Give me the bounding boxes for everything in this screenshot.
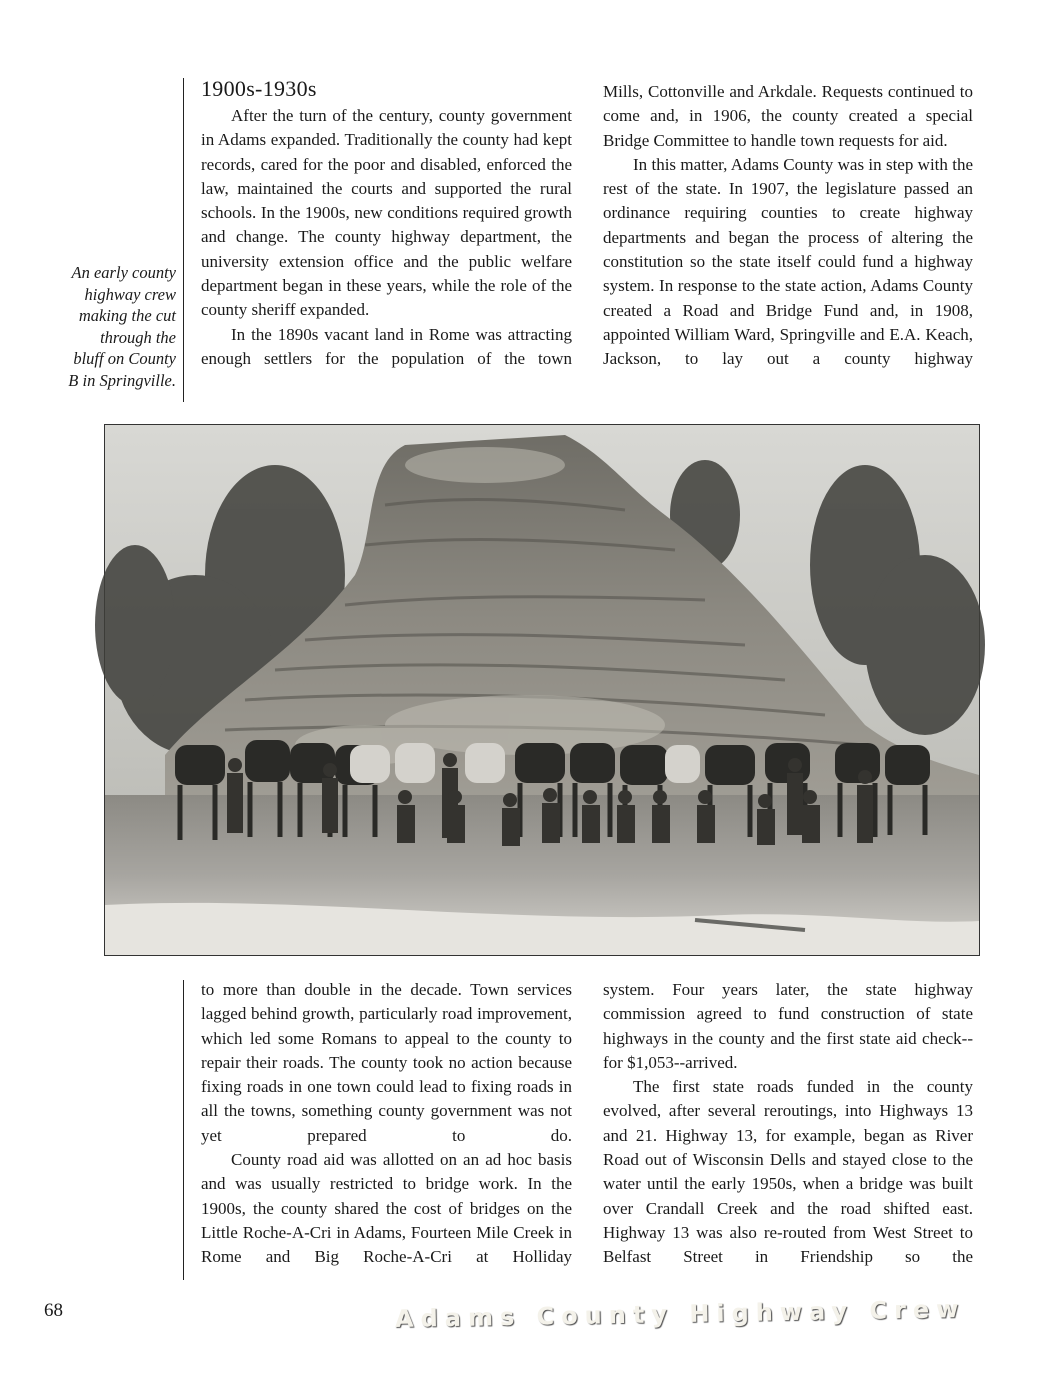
margin-rule-top <box>183 78 184 402</box>
paragraph: After the turn of the century, county government in Adams expanded. Traditionally the county had kept records, cared for the poor and disabled, enforced the law, maintained the courts and supported the rural schools. In the 1900s, new conditions required growth and change. The county highway department, the university extension office and the public welfare department began in these years, while the role of the county sheriff expanded. <box>201 106 572 320</box>
caption-line: highway crew <box>84 284 176 304</box>
caption-line: B in Springville. <box>68 370 176 390</box>
photo-caption <box>48 262 176 391</box>
paragraph: Mills, Cottonville and Arkdale. Requests continued to come and, in 1906, the county created a special Bridge Committee to handle town requests for aid. <box>603 82 973 150</box>
paragraph: In the 1890s vacant land in Rome was attracting enough settlers for the population of the town <box>201 324 572 368</box>
margin-rule-bottom <box>183 980 184 1280</box>
bottom-column-right <box>603 978 973 1270</box>
caption-line: bluff on County <box>73 349 176 368</box>
bottom-column-left <box>201 978 572 1270</box>
paragraph: to more than double in the decade. Town services lagged behind growth, particularly road improvement, which led some Romans to appeal to the county to repair their roads. The county took no action because fixing roads in one town could lead to fixing roads in all the towns, something county government was not yet prepared to do. <box>201 980 572 1145</box>
paragraph: In this matter, Adams County was in step with the rest of the state. In 1907, the legislature passed an ordinance requiring counties to create highway departments and began the process of altering the constitution so the state itself could fund a highway system. In response to the state action, Adams County created a Road and Bridge Fund and, in 1908, appointed William Ward, Springville and E.A. Keach, Jackson, to lay out a county highway <box>603 154 973 369</box>
caption-line: through the <box>100 327 176 347</box>
paragraph: system. Four years later, the state highway commission agreed to fund construction of state highways in the county and the first state aid check--for $1,053--arrived. <box>603 980 973 1072</box>
section-heading: 1900s-1930s <box>201 76 317 101</box>
photo-handwritten-label: Adams County Highway Crew <box>394 1295 966 1333</box>
photo-illustration <box>105 425 979 955</box>
caption-line: An early county <box>71 263 176 282</box>
caption-line: making the cut <box>78 306 176 325</box>
top-column-right <box>603 80 973 372</box>
top-column-left <box>201 76 572 371</box>
paragraph: The first state roads funded in the county evolved, after several reroutings, into Highways 13 and 21. Highway 13, for example, began as River Road out of Wisconsin Dells and stayed close to the water until the early 1950s, when a bridge was built over Crandall Creek and the road shifted east. Highway 13 was also re-routed from West Street to Belfast Street in Friendship so the <box>603 1077 973 1267</box>
page-number: 68 <box>44 1300 63 1321</box>
paragraph: County road aid was allotted on an ad hoc basis and was usually restricted to bridge work. In the 1900s, the county shared the cost of bridges on the Little Roche-A-Cri in Adams, Fourteen Mile Creek in Rome and Big Roche-A-Cri at Holliday <box>201 1150 572 1267</box>
